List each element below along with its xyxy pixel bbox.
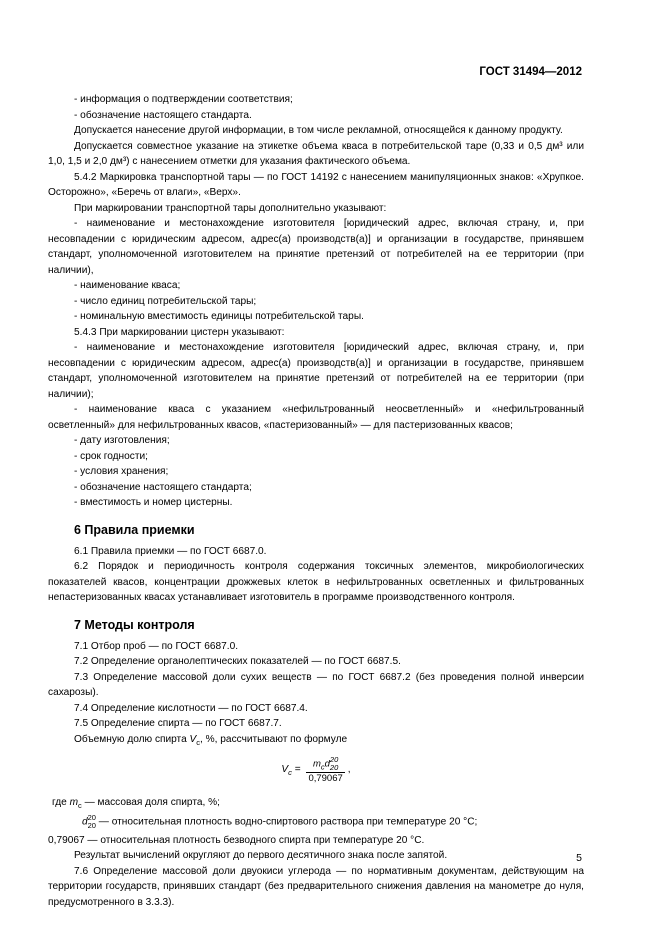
paragraph: 7.1 Отбор проб — по ГОСТ 6687.0. [74, 640, 239, 652]
paragraph: 6.2 Порядок и периодичность контроля содержания токсичных элементов, микробиологических показателей квасов, концентрации дрожжевых клеток в нефильтрованных осветленных и фильтрованных непастеризованных квасах устанавливает изготовитель в программе производственного контроля. [48, 561, 584, 603]
document-header: ГОСТ 31494—2012 [479, 66, 582, 78]
paragraph: 5.4.2 Маркировка транспортной тары — по ГОСТ 14192 с нанесением манипуляционных знаков: «Хрупкое. Осторожно», «Беречь от влаги», «Верх». [48, 171, 584, 198]
paragraph: Результат вычислений округляют до первого десятичного знака после запятой. [74, 850, 448, 862]
section-heading: 7 Методы контроля [74, 617, 195, 632]
where-line: где $m_c$ — массовая доля спирта, %; [52, 797, 220, 811]
paragraph: - наименование кваса с указанием «нефильтрованный неосветленный» и «нефильтрованный осветленный» для нефильтрованных квасов, «пастеризованный» — для пастеризованных квасов; [48, 404, 584, 431]
paragraph: 7.3 Определение массовой доли сухих веществ — по ГОСТ 6687.2 (без проведения полной инверсии сахарозы). [48, 671, 584, 698]
paragraph: - срок годности; [74, 450, 148, 462]
paragraph: - обозначение настоящего стандарта; [74, 481, 252, 493]
paragraph: - наименование и местонахождение изготовителя [юридический адрес, включая страну, и, при несовпадении с юридическим адресом, адрес(а) производств(а)] и организации в государстве, принявшем стандарт, уполномоченной изготовителем на принятие претензий от потребителей на ее территории (при наличии); [48, 342, 584, 400]
paragraph: - номинальную вместимость единицы потребительской тары. [74, 311, 364, 322]
paragraph: Допускается нанесение другой информации, в том числе рекламной, относящейся к данному продукту. [74, 125, 563, 136]
paragraph: - вместимость и номер цистерны. [74, 497, 233, 508]
section-heading: 6 Правила приемки [74, 522, 195, 537]
paragraph: 7.4 Определение кислотности — по ГОСТ 6687.4. [74, 702, 308, 714]
paragraph: 7.6 Определение массовой доли двуокиси углерода — по нормативным документам, действующим на территории государств, принявших стандарт (без предварительного снижения давления на манометре до нуля, предусмотренного в 3.3.3). [48, 865, 584, 908]
paragraph: 7.2 Определение органолептических показателей — по ГОСТ 6687.5. [74, 656, 401, 667]
paragraph: - условия хранения; [74, 466, 169, 477]
paragraph: - наименование кваса; [74, 280, 181, 291]
paragraph: Допускается совместное указание на этикетке объема кваса в потребительской таре (0,33 и 0,5 дм³ или 1,0, 1,5 и 2,0 дм³) с нанесением отметки для указания фактического объема. [48, 140, 584, 167]
where-line: 0,79067 — относительная плотность безводного спирта при температуре 20 °С. [48, 834, 425, 846]
paragraph: 5.4.3 При маркировании цистерн указывают: [74, 326, 285, 338]
paragraph: - информация о подтверждении соответствия; [74, 94, 293, 105]
paragraph: - число единиц потребительской тары; [74, 295, 257, 307]
formula: $V_c$ = $m_cd$ 20 20 0,79067 , [281, 754, 351, 784]
paragraph: - дату изготовления; [74, 435, 170, 446]
paragraph: - обозначение настоящего стандарта. [74, 109, 252, 121]
paragraph: При маркировании транспортной тары дополнительно указывают: [74, 202, 387, 214]
paragraph: - наименование и местонахождение изготовителя [юридический адрес, включая страну, и, при несовпадении с юридическим адресом, адрес(а) производств(а)] и организации в государстве, принявшем стандарт, уполномоченной изготовителем на принятие претензий от потребителей на ее территории (при наличии), [48, 218, 584, 276]
paragraph: 7.5 Определение спирта — по ГОСТ 6687.7. [74, 718, 282, 729]
page-number: 5 [576, 852, 582, 864]
where-line: d 20 20 — относительная плотность водно-спиртового раствора при температуре 20 °С; [82, 812, 478, 830]
formula-fraction: $m_cd$ 20 20 0,79067 [308, 754, 343, 784]
paragraph: 6.1 Правила приемки — по ГОСТ 6687.0. [74, 545, 267, 557]
formula-intro: Объемную долю спирта $V_c$, %, рассчитывают по формуле [74, 733, 348, 747]
page-content [48, 92, 584, 910]
